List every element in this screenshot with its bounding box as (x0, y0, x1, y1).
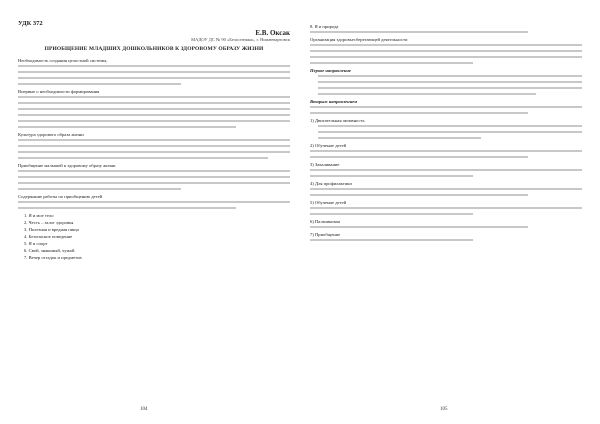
udc-code: УДК 372 (18, 20, 43, 27)
list-item: 7. Вечер отгадок и предметов (24, 255, 82, 260)
paragraph-lead: Первое направление (310, 68, 351, 73)
paragraph-lead: Вторым направлением (310, 99, 358, 104)
paragraph-body (18, 201, 290, 209)
paragraph-lead: Необходимость создания целостной системы, (18, 58, 108, 63)
paragraph-body (310, 188, 582, 196)
paragraph-lead: 3) Закаливание (310, 162, 340, 167)
paragraph-lead: Культура здорового образа жизни (18, 132, 84, 137)
list-item: 4. Безопасное поведение (24, 234, 73, 239)
paragraph-body (310, 44, 582, 64)
paragraph-body (310, 75, 582, 95)
list-item: 3. Полезная и вредная пища (24, 227, 79, 232)
page-number: 105 (440, 407, 448, 412)
paragraph-body (310, 125, 582, 139)
paragraph-body (18, 139, 290, 159)
paragraph-body (310, 169, 582, 177)
paragraph-lead: 2) Обучение детей (310, 143, 347, 148)
list-item: 2. Честь – залог здоровья (24, 220, 74, 225)
paragraph-body (310, 106, 582, 114)
topic-list (18, 213, 290, 261)
paragraph-body (18, 65, 290, 85)
paragraph-body (310, 150, 582, 158)
list-item: 6. Свой, знакомый, чужой (24, 248, 75, 253)
list-item: 1. Я и мое тело (24, 213, 54, 218)
paragraph-lead: 4) Для профилактики (310, 181, 352, 186)
paragraph-body (310, 239, 582, 241)
paragraph-body (310, 31, 582, 33)
paragraph-lead: 8. Я и природа (310, 24, 339, 29)
right-page (300, 0, 600, 424)
paragraph-lead: 1) Двигательная активность (310, 118, 365, 123)
paragraph-body (310, 226, 582, 228)
article-title: ПРИОБЩЕНИЕ МЛАДШИХ ДОШКОЛЬНИКОВ К ЗДОРОВОМУ ОБРАЗУ ЖИЗНИ (44, 46, 264, 52)
paragraph-lead: Содержание работы по приобщению детей (18, 194, 103, 199)
paragraph-body (18, 170, 290, 190)
paragraph-body (310, 207, 582, 215)
list-item: 5. Я и спорт (24, 241, 48, 246)
paragraph-lead: 5) Обучение детей (310, 200, 347, 205)
paragraph-lead: 7) Приобщение (310, 232, 341, 237)
paragraph-lead: Приобщение малышей к здоровому образу жизни (18, 163, 116, 168)
paragraph-lead: Впервые о необходимости формирования (18, 89, 100, 94)
paragraph-lead: Организация здоровьесберегающей деятельности (310, 37, 408, 42)
page-number: 104 (140, 407, 148, 412)
paragraph-lead: 6) Пальчиковая (310, 219, 340, 224)
paragraph-body (18, 96, 290, 128)
author-name: Е.В. Оксак (255, 29, 290, 37)
author-affiliation: МАДОУ ДС № 90 «Белоснежка», г. Нижневартовск (191, 37, 290, 42)
